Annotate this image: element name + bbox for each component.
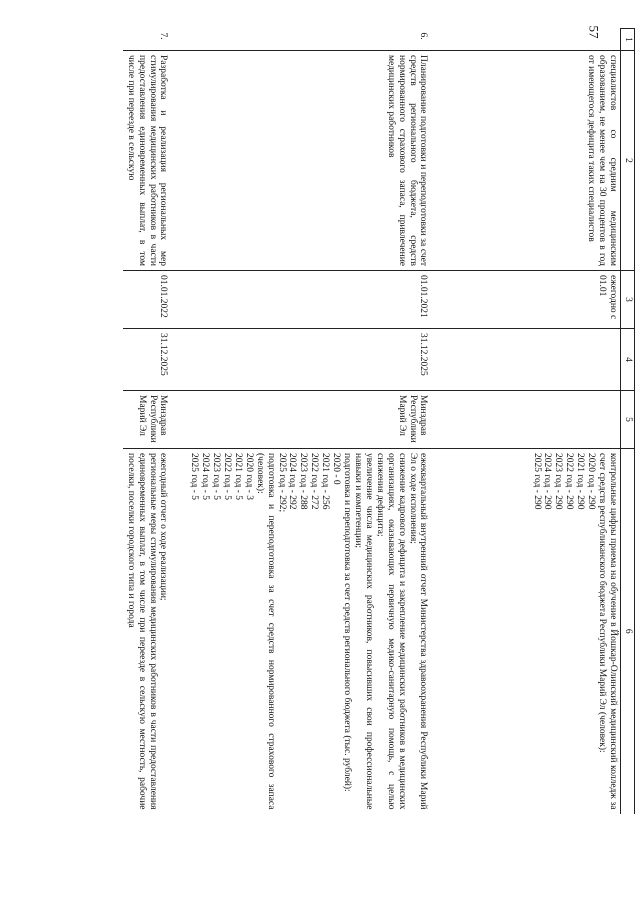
row-number: 6. bbox=[418, 32, 429, 40]
result-line: 2022 год - 290 bbox=[564, 453, 575, 510]
result-line: 2023 год - 5 bbox=[210, 453, 221, 501]
result-line: 2020 - 0 bbox=[331, 453, 342, 485]
row-executor: Минздрав Республики Марий Эл bbox=[171, 391, 431, 449]
result-line: 2024 год - 5 bbox=[200, 453, 211, 501]
result-line: 2022 год - 5 bbox=[221, 453, 232, 501]
result-line: 2020 год - 3 bbox=[243, 453, 254, 501]
row-number: 7. bbox=[158, 32, 169, 40]
row-end-date: 31.12.2025 bbox=[171, 329, 431, 391]
result-line: 2023 год - 290 bbox=[553, 453, 564, 510]
row-description: специалистов со средним медицинским образованием, не менее чем на 30 процентов в год от имеющегося дефицита таких специалистов bbox=[431, 51, 621, 271]
result-line: 2024 год - 290 bbox=[542, 453, 553, 510]
column-header: 6 bbox=[621, 449, 635, 814]
result-line: 2025 год - 290 bbox=[531, 453, 542, 510]
result-line: увеличение числа медицинских работников, повысивших свои профессиональные навыки и компетенции; bbox=[352, 453, 374, 810]
table-row bbox=[171, 29, 431, 814]
result-line: 2025 год - 5 bbox=[189, 453, 200, 501]
result-line: 2023 год - 288 bbox=[298, 453, 309, 510]
row-number bbox=[431, 29, 621, 51]
result-line: 2021 год - 290 bbox=[575, 453, 586, 510]
plan-table bbox=[123, 25, 635, 814]
row-result bbox=[123, 449, 171, 814]
column-header: 3 bbox=[621, 271, 635, 329]
result-line: контрольные цифры приема на обучение в Йошкар-Олинский медицинский колледж за счет средств республиканского бюджета Республики Марий Эл (человек): bbox=[597, 453, 618, 810]
result-line: 2025 год - 292; bbox=[276, 453, 287, 513]
row-description: Разработка и реализация региональных мер стимулирования медицинских работников в части предоставления единовременных выплат, в том числе при переезде в сельскую bbox=[123, 51, 171, 271]
row-result bbox=[171, 449, 431, 814]
row-start-date: 01.01.2021 bbox=[171, 271, 431, 329]
column-header: 1 bbox=[621, 29, 635, 51]
result-line: 2021 год - 256 bbox=[320, 453, 331, 510]
result-line: ежеквартальный внутренний отчет Министерства здравоохранения Республики Марий Эл о ходе исполнения; bbox=[407, 453, 429, 810]
result-line: подготовка и переподготовка за счет средств нормированного страхового запаса (человек): bbox=[254, 453, 276, 810]
row-start-date: 01.01.2022 bbox=[123, 271, 171, 329]
column-header: 5 bbox=[621, 391, 635, 449]
document-sheet bbox=[115, 25, 635, 813]
result-line: подготовка и переподготовка за счет средств регионального бюджета (тыс. рублей): bbox=[342, 453, 353, 792]
result-line: снижение кадрового дефицита и закрепление медицинских работников в медицинских организациях, оказывающих первичную медико-санитарную помощь, с целью снижения дефицита; bbox=[374, 453, 407, 810]
column-header: 2 bbox=[621, 51, 635, 271]
column-header: 4 bbox=[621, 329, 635, 391]
result-line: ежегодный отчет о ходе реализации; bbox=[158, 453, 169, 601]
result-line: региональные меры стимулирования медицинских работников в части предоставления единовременных выплат, в том числе при переезде в сельскую местность, рабочие поселки, поселки городского типа и города bbox=[125, 453, 158, 810]
row-end-date: 31.12.2025 bbox=[123, 329, 171, 391]
row-description: Планирование подготовки и переподготовки за счет средств регионального бюджета, средств нормированного страхового запаса, привлечение медицинских работников bbox=[171, 51, 431, 271]
page-number: 57 bbox=[586, 25, 602, 39]
table-row bbox=[123, 29, 171, 814]
row-executor: Минздрав Республики Марий Эл bbox=[123, 391, 171, 449]
header-row bbox=[621, 29, 635, 814]
row-result bbox=[431, 449, 621, 814]
result-line: 2021 год - 5 bbox=[232, 453, 243, 501]
row-end-date bbox=[431, 329, 621, 391]
table-row bbox=[431, 29, 621, 814]
result-line: 2022 год - 272 bbox=[309, 453, 320, 510]
row-start-date: ежегодно с 01.01 bbox=[431, 271, 621, 329]
table-body bbox=[123, 29, 621, 814]
result-line: 2020 год - 290 bbox=[586, 453, 597, 510]
result-line: 2024 год - 292 bbox=[287, 453, 298, 510]
row-executor bbox=[431, 391, 621, 449]
